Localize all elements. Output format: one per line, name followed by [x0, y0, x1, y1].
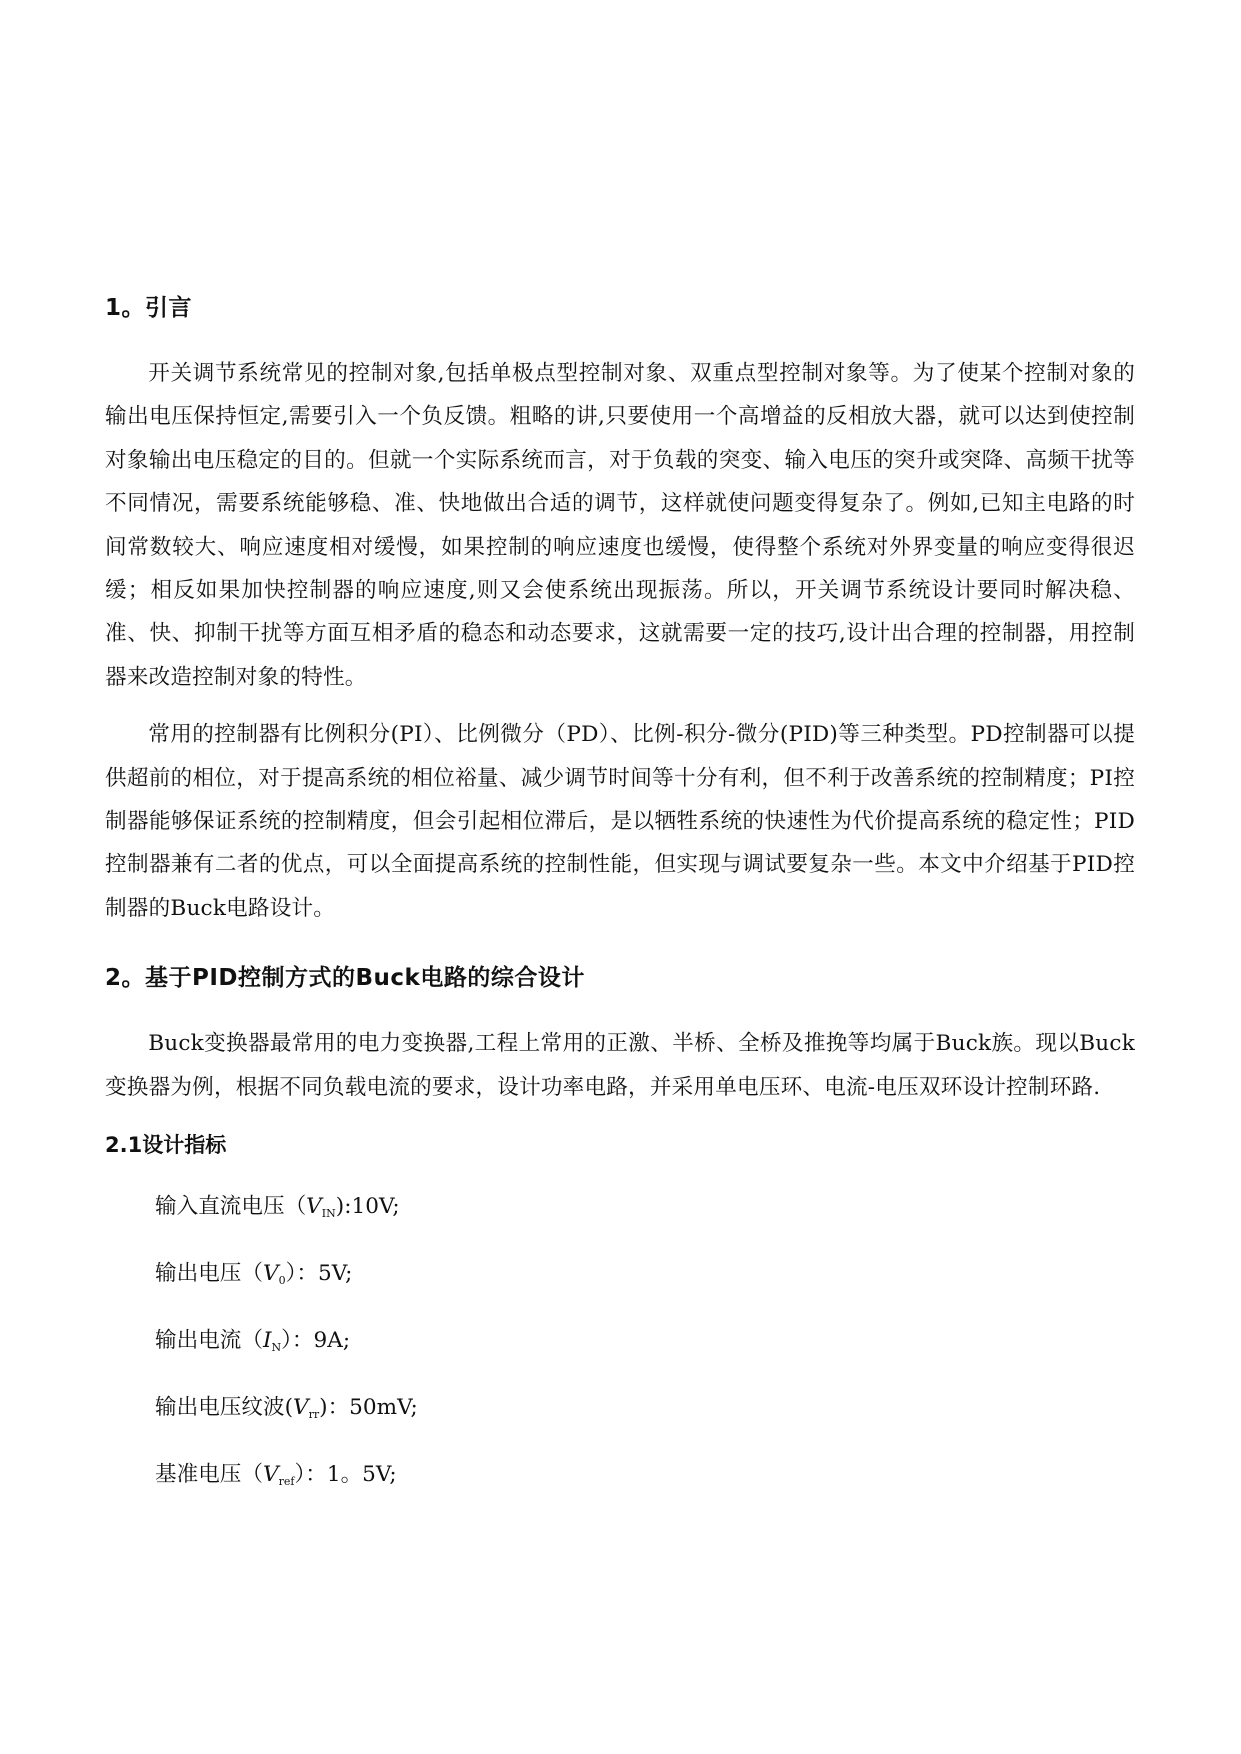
section-2-1-heading: 2.1设计指标 [105, 1133, 227, 1158]
spec-label: 输出电流（ [155, 1328, 263, 1354]
spec-value: ）：1。5V; [294, 1462, 397, 1488]
section-1-paragraph-2: 常用的控制器有比例积分(PI）、比例微分（PD）、比例-积分-微分(PID)等三种类型。PD控制器可以提供超前的相位，对于提高系统的相位裕量、减少调节时间等十分有利，但不利于改善系统的控制精度；PI控制器能够保证系统的控制精度，但会引起相位滞后，是以牺牲系统的快速性为代价提高系统的稳定性；PID控制器兼有二者的优点，可以全面提高系统的控制性能，但实现与调试要复杂一些。本文中介绍基于PID控制器的Buck电路设计。 [105, 722, 1135, 921]
spec-subscript: IN [321, 1207, 336, 1221]
spec-label: 输入直流电压（ [155, 1194, 307, 1220]
spec-input-voltage [105, 1187, 1135, 1234]
spec-symbol: V [306, 1194, 322, 1220]
spec-output-voltage [105, 1254, 1135, 1301]
spec-symbol: V [262, 1261, 279, 1287]
spec-symbol: I [262, 1328, 272, 1354]
section-1-heading: 1。引言 [105, 295, 193, 321]
spec-symbol: V [262, 1462, 279, 1488]
spec-label: 输出电压（ [155, 1261, 263, 1287]
spec-subscript: N [271, 1341, 282, 1355]
spec-subscript: 0 [278, 1274, 286, 1288]
spec-symbol: V [293, 1395, 309, 1421]
spec-subscript: ref [278, 1475, 295, 1489]
section-2-paragraph-1: Buck变换器最常用的电力变换器,工程上常用的正激、半桥、全桥及推挽等均属于Buck族。现以Buck变换器为例，根据不同负载电流的要求，设计功率电路，并采用单电压环、电流-电压双环设计控制环路. [105, 1031, 1135, 1100]
section-2-heading: 2。基于PID控制方式的Buck电路的综合设计 [105, 965, 585, 992]
spec-label: 基准电压（ [155, 1462, 263, 1488]
spec-subscript: rr [308, 1408, 320, 1422]
spec-reference-voltage [105, 1455, 1135, 1502]
spec-label: 输出电压纹波( [155, 1395, 293, 1421]
spec-output-current [105, 1321, 1135, 1368]
spec-list [105, 1187, 1135, 1502]
spec-value: ）：9A; [281, 1328, 351, 1354]
spec-value: ):10V; [335, 1194, 400, 1220]
spec-output-ripple [105, 1388, 1135, 1435]
document-body [105, 288, 1135, 1502]
spec-value: )：50mV; [319, 1395, 418, 1421]
section-1-paragraph-1: 开关调节系统常见的控制对象,包括单极点型控制对象、双重点型控制对象等。为了使某个控制对象的输出电压保持恒定,需要引入一个负反馈。粗略的讲,只要使用一个高增益的反相放大器，就可以达到使控制对象输出电压稳定的目的。但就一个实际系统而言，对于负载的突变、输入电压的突升或突降、高频干扰等不同情况，需要系统能够稳、准、快地做出合适的调节，这样就使问题变得复杂了。例如,已知主电路的时间常数较大、响应速度相对缓慢，如果控制的响应速度也缓慢，使得整个系统对外界变量的响应变得很迟缓；相反如果加快控制器的响应速度,则又会使系统出现振荡。所以，开关调节系统设计要同时解决稳、准、快、抑制干扰等方面互相矛盾的稳态和动态要求，这就需要一定的技巧,设计出合理的控制器，用控制器来改造控制对象的特性。 [105, 361, 1135, 690]
spec-value: ）：5V; [285, 1261, 353, 1287]
